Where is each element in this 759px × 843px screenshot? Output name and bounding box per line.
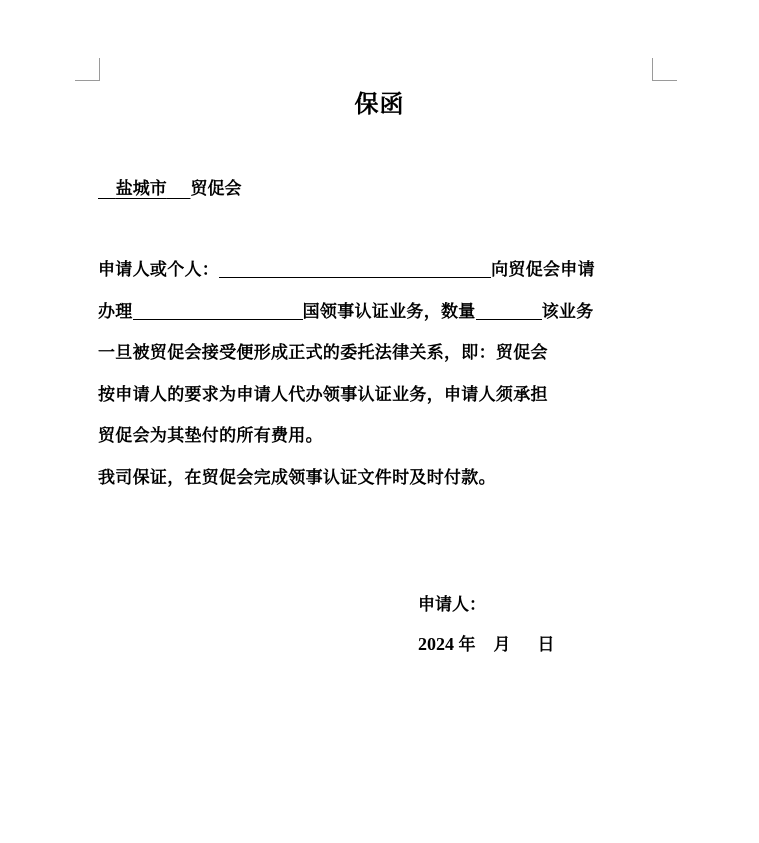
applicant-name-blank[interactable] bbox=[219, 259, 491, 278]
document-body bbox=[98, 250, 658, 499]
apply-to-text: 向贸促会申请 bbox=[491, 260, 595, 280]
addressee-city-blank bbox=[98, 179, 190, 199]
consular-business-text: 国领事认证业务，数量 bbox=[302, 301, 476, 322]
guarantee-statement: 我司保证，在贸促会完成领事认证文件时及时付款。 bbox=[98, 467, 496, 488]
quantity-blank[interactable] bbox=[476, 301, 542, 320]
document-title: 保函 bbox=[354, 90, 405, 118]
body-line-1 bbox=[98, 250, 658, 292]
body-line-2 bbox=[98, 292, 658, 334]
date-year-unit: 年 bbox=[458, 635, 476, 655]
business-text: 该业务 bbox=[541, 301, 594, 322]
country-blank[interactable] bbox=[133, 301, 303, 320]
applicant-label: 申请人或个人： bbox=[98, 260, 220, 280]
addressee-line bbox=[98, 174, 241, 199]
signature-date bbox=[418, 630, 555, 655]
date-month-unit: 月 bbox=[493, 635, 511, 655]
crop-mark-top-right bbox=[652, 58, 677, 81]
crop-mark-top-left bbox=[75, 58, 100, 81]
body-line-4: 按申请人的要求为申请人代办领事认证业务，申请人须承担 bbox=[98, 384, 548, 405]
date-day-unit: 日 bbox=[537, 635, 555, 655]
addressee-org: 贸促会 bbox=[190, 179, 242, 199]
body-line-5: 贸促会为其垫付的所有费用。 bbox=[98, 426, 323, 446]
body-line-3: 一旦被贸促会接受便形成正式的委托法律关系，即：贸促会 bbox=[98, 343, 548, 363]
signature-applicant-label: 申请人： bbox=[418, 595, 486, 615]
addressee-city: 盐城市 bbox=[115, 179, 167, 199]
handle-text: 办理 bbox=[98, 301, 133, 322]
date-year: 2024 bbox=[418, 634, 454, 654]
